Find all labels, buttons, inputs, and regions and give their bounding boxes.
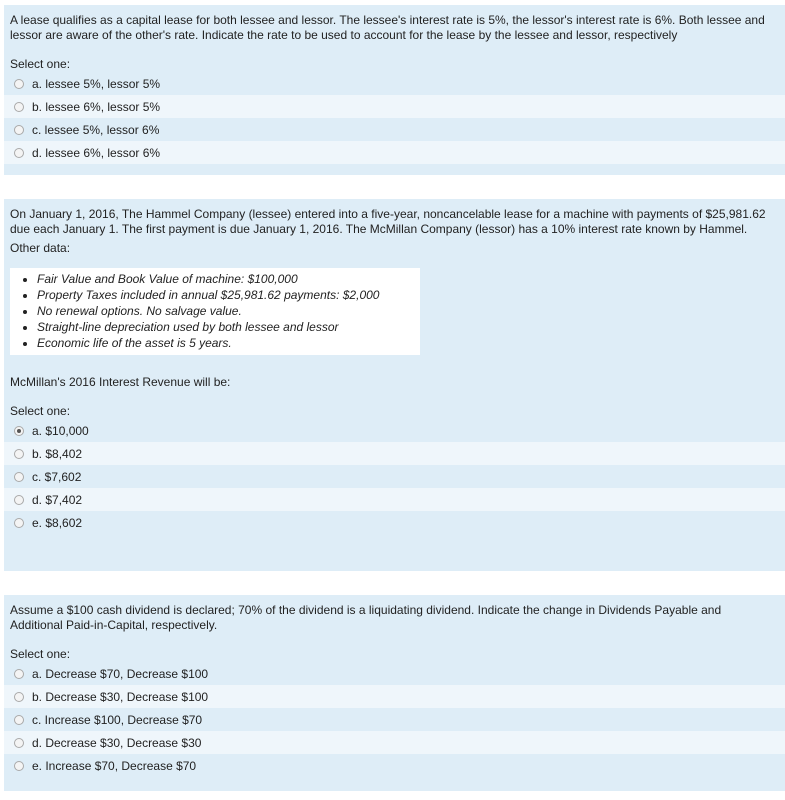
data-item: • Straight-line depreciation used by both lessee and lessor xyxy=(37,319,420,335)
question-2-prompt: McMillan's 2016 Interest Revenue will be: xyxy=(10,375,231,389)
answer-label: e. $8,602 xyxy=(32,515,83,530)
question-2 xyxy=(4,199,785,571)
question-1-text: A lease qualifies as a capital lease for both lessee and lessor. The lessee's interest rate is 5%, the lessor's interest rate is 6%. Both lessee and lessor are aware of the other's rate. Indicate the rate to be used to account for the lease by the lessee and lessor, respectively xyxy=(10,13,765,42)
data-item: • Property Taxes included in annual $25,981.62 payments: $2,000 xyxy=(37,287,420,303)
radio-button[interactable] xyxy=(14,449,24,459)
radio-button[interactable] xyxy=(14,495,24,505)
answer-option[interactable] xyxy=(4,95,785,118)
answer-label: c. $7,602 xyxy=(32,469,82,484)
radio-button[interactable] xyxy=(14,102,24,112)
answer-label: e. Increase $70, Decrease $70 xyxy=(32,758,197,773)
answer-option[interactable] xyxy=(4,465,785,488)
answer-option[interactable] xyxy=(4,662,785,685)
answer-option[interactable] xyxy=(4,754,785,777)
answer-label: d. $7,402 xyxy=(32,492,83,507)
answer-label: c. Increase $100, Decrease $70 xyxy=(32,712,203,727)
question-1 xyxy=(4,5,785,175)
select-one-label: Select one: xyxy=(10,57,71,71)
data-item: • Economic life of the asset is 5 years. xyxy=(37,335,420,351)
answer-option[interactable] xyxy=(4,685,785,708)
answer-label: c. lessee 5%, lessor 6% xyxy=(32,122,160,137)
answer-label: b. Decrease $30, Decrease $100 xyxy=(32,689,209,704)
answer-label: b. lessee 6%, lessor 5% xyxy=(32,99,161,114)
radio-button[interactable] xyxy=(14,125,24,135)
question-3 xyxy=(4,595,785,791)
radio-button[interactable] xyxy=(14,761,24,771)
answer-label: a. Decrease $70, Decrease $100 xyxy=(32,666,209,681)
other-data-label: Other data: xyxy=(10,241,71,255)
radio-button[interactable] xyxy=(14,669,24,679)
answer-label: a. $10,000 xyxy=(32,423,89,438)
select-one-label: Select one: xyxy=(10,404,71,418)
answer-label: a. lessee 5%, lessor 5% xyxy=(32,76,161,91)
data-item: • Fair Value and Book Value of machine: $100,000 xyxy=(37,271,420,287)
answer-option[interactable] xyxy=(4,708,785,731)
answer-list xyxy=(4,662,785,777)
radio-button[interactable] xyxy=(14,715,24,725)
data-item: • No renewal options. No salvage value. xyxy=(37,303,420,319)
radio-button[interactable] xyxy=(14,148,24,158)
answer-option[interactable] xyxy=(4,731,785,754)
answer-list xyxy=(4,72,785,164)
answer-option[interactable] xyxy=(4,442,785,465)
radio-button[interactable] xyxy=(14,79,24,89)
answer-label: d. Decrease $30, Decrease $30 xyxy=(32,735,202,750)
radio-button[interactable] xyxy=(14,518,24,528)
answer-label: d. lessee 6%, lessor 6% xyxy=(32,145,161,160)
answer-label: b. $8,402 xyxy=(32,446,83,461)
radio-button[interactable] xyxy=(14,692,24,702)
answer-list xyxy=(4,419,785,534)
answer-option[interactable] xyxy=(4,141,785,164)
radio-button-selected[interactable] xyxy=(14,426,24,436)
question-2-text: On January 1, 2016, The Hammel Company (lessee) entered into a five-year, noncancelable lease for a machine with payments of $25,981.62 due each January 1. The first payment is due January 1, 2016. The McMillan Company (lessor) has a 10% interest rate known by Hammel. xyxy=(10,207,766,236)
radio-button[interactable] xyxy=(14,738,24,748)
radio-button[interactable] xyxy=(14,472,24,482)
data-box xyxy=(10,268,420,355)
answer-option[interactable] xyxy=(4,419,785,442)
answer-option[interactable] xyxy=(4,511,785,534)
question-3-text: Assume a $100 cash dividend is declared; 70% of the dividend is a liquidating dividend. Indicate the change in Dividends Payable and Additional Paid-in-Capital, respectively. xyxy=(10,603,722,632)
answer-option[interactable] xyxy=(4,72,785,95)
answer-option[interactable] xyxy=(4,488,785,511)
answer-option[interactable] xyxy=(4,118,785,141)
select-one-label: Select one: xyxy=(10,647,71,661)
